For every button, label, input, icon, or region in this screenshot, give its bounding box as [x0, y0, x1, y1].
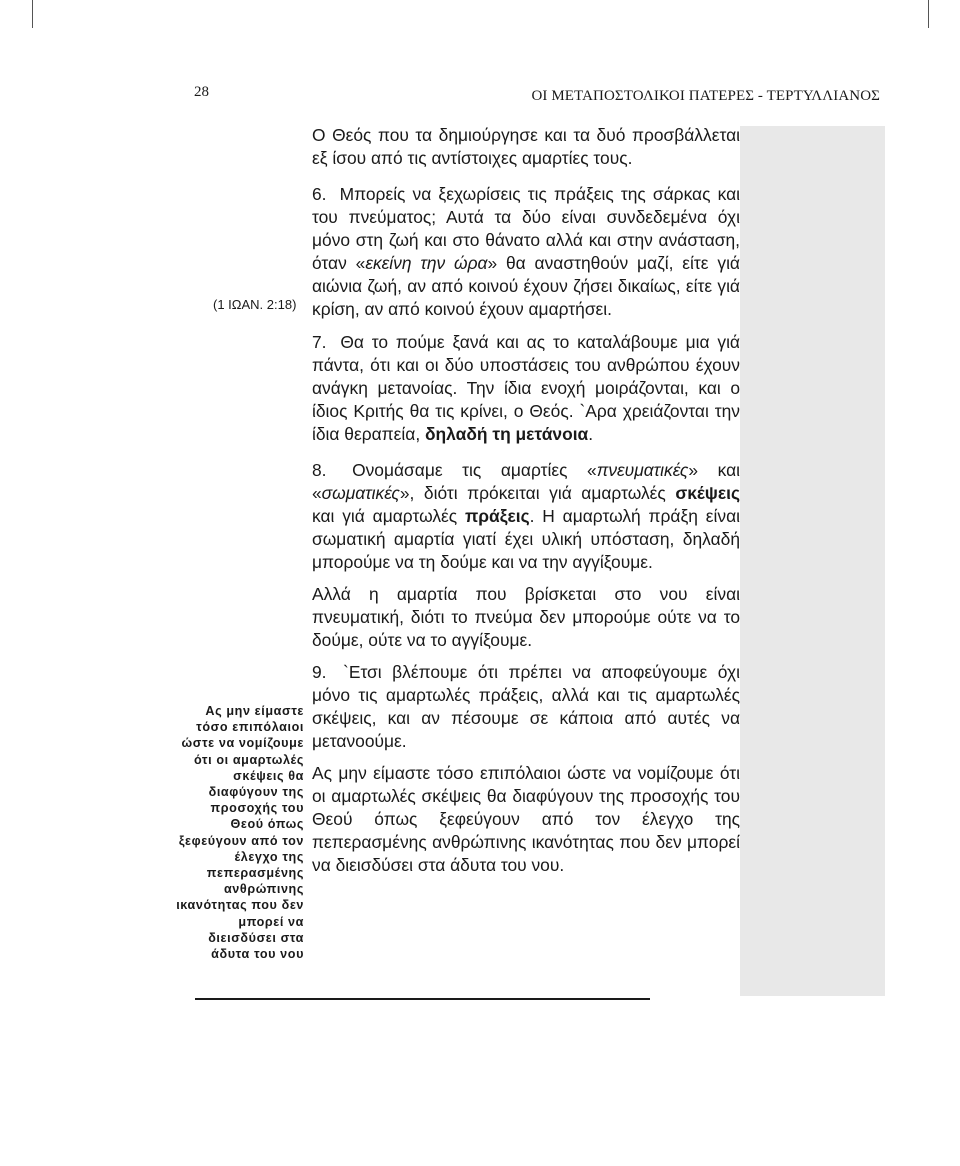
term-italic: πνευματικές	[596, 460, 689, 480]
gray-side-band	[740, 126, 885, 996]
paragraph-8: 8. Ονομάσαμε τις αμαρτίες «πνευματικές» και «σωματικές», διότι πρόκειται γιά αμαρτωλές σκέψεις και γιά αμαρτωλές πράξεις. Η αμαρτωλή πράξη είναι σωματική αμαρτία γιατί έχει υλική υπόσταση, δηλαδή μπορούμε να τη δούμε και να την αγγίξουμε.	[312, 460, 741, 572]
paragraph-9b: Ας μην είμαστε τόσο επιπόλαιοι ώστε να νομίζουμε ότι οι αμαρτωλές σκέψεις θα διαφύγουν της προσοχής του Θεού όπως ξεφεύγουν από τον έλεγχο της πεπερασμένης ανθρώπινης ικανότητας που δεν μπορεί να διεισδύσει στα άδυτα του νου.	[312, 763, 740, 875]
paragraph-8b: Αλλά η αμαρτία που βρίσκεται στο νου είναι πνευματική, διότι το πνεύμα δεν μπορούμε ούτε να το δούμε, ούτε να το αγγίξουμε.	[312, 584, 740, 650]
running-title: ΟΙ ΜΕΤΑΠΟΣΤΟΛΙΚΟΙ ΠΑΤΕΡΕΣ - ΤΕΡΤΥΛΛΙΑΝΟΣ	[531, 88, 880, 104]
paragraph-number: 6.	[312, 184, 327, 204]
margin-reference: (1 ΙΩΑΝ. 2:18)	[213, 297, 297, 312]
bottom-rule	[195, 998, 650, 1000]
emphasis-bold: πράξεις	[464, 506, 530, 526]
emphasis-bold: δηλαδή τη μετάνοια	[425, 424, 589, 444]
quote-italic: εκείνη την ώρα	[365, 253, 488, 273]
pull-quote: Ας μην είμαστε τόσο επιπόλαιοι ώστε να νομίζουμε ότι οι αμαρτωλές σκέψεις θα διαφύγουν της προσοχής του Θεού όπως ξεφεύγουν από τον έλεγχο της πεπερασμένης ανθρώπινης ικανότητας που δεν μπορεί να διεισδύσει στα άδυτα του νου	[176, 704, 304, 962]
emphasis-bold: σκέψεις	[675, 483, 740, 503]
paragraph-7: 7. Θα το πούμε ξανά και ας το καταλάβουμε μια γιά πάντα, ότι και οι δύο υποστάσεις του ανθρώπου έχουν ανάγκη μετανοίας. Την ίδια ενοχή μοιράζονται, και ο ίδιος Κριτής θα τις κρίνει, ο Θεός. `Αρα χρειάζονται την ίδια θεραπεία, δηλαδή τη μετάνοια.	[312, 332, 740, 444]
paragraph-6: 6. Μπορείς να ξεχωρίσεις τις πράξεις της σάρκας και του πνεύματος; Αυτά τα δύο είναι συνδεδεμένα όχι μόνο στη ζωή και στο θάνατο αλλά και στην ανάσταση, όταν «εκείνη την ώρα» θα αναστηθούν μαζί, είτε γιά αιώνια ζωή, αν από κοινού έχουν ζήσει δικαίως, είτε γιά κρίση, αν από κοινού έχουν αμαρτήσει.	[312, 184, 740, 319]
paragraph-intro: Ο Θεός που τα δημιούργησε και τα δυό προσβάλλεται εξ ίσου από τις αντίστοιχες αμαρτίες τους.	[312, 125, 740, 168]
page-header	[0, 0, 960, 120]
paragraph-number: 9.	[312, 662, 327, 682]
paragraph-number: 7.	[312, 332, 327, 352]
body-text	[312, 124, 740, 877]
page-number: 28	[194, 84, 209, 100]
term-italic: σωματικές	[321, 483, 400, 503]
paragraph-9: 9. `Ετσι βλέπουμε ότι πρέπει να αποφεύγουμε όχι μόνο τις αμαρτωλές πράξεις, αλλά και τις αμαρτωλές σκέψεις, και αν πέσουμε σε κάποια από αυτές να μετανοούμε.	[312, 662, 740, 751]
paragraph-number: 8.	[312, 460, 327, 480]
